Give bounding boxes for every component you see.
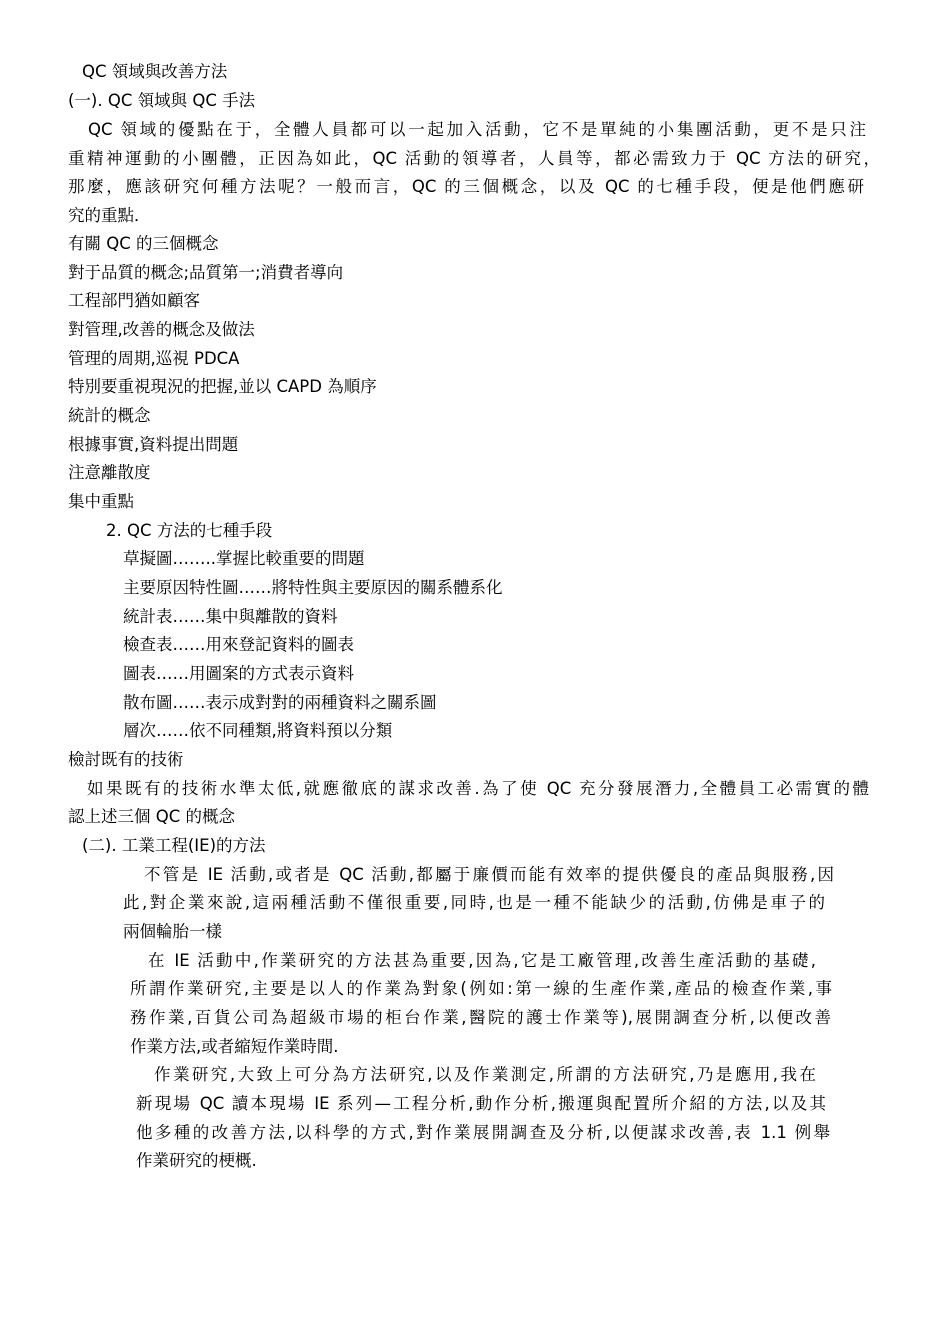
ie-paragraph-2-line: 務作業,百貨公司為超級市場的柜台作業,醫院的護士作業等),展開調查分析,以便改善 [130, 1008, 831, 1027]
tool-item: 散布圖……表示成對對的兩種資料之關系圖 [123, 693, 437, 712]
ie-paragraph-2-line: 所謂作業研究,主要是以人的作業為對象(例如:第一線的生產作業,產品的檢查作業,事 [130, 979, 832, 998]
intro-line: QC 領域的優點在于，全體人員都可以一起加入活動，它不是單純的小集團活動，更不是只注 [88, 120, 866, 139]
tool-item: 草擬圖……..掌握比較重要的問題 [123, 549, 365, 568]
intro-line: 重精神運動的小團體，正因為如此，QC 活動的領導者，人員等，都必需致力于 QC 方法的研究， [68, 149, 880, 168]
tool-item: 主要原因特性圖……將特性與主要原因的關系體系化 [123, 578, 503, 597]
concept-item: 工程部門猶如顧客 [68, 291, 200, 310]
section-1-title: (一). QC 領域與 QC 手法 [68, 91, 256, 110]
ie-paragraph-1-line: 此,對企業來說,這兩種活動不僅很重要,同時,也是一種不能缺少的活動,仿佛是車子的 [123, 893, 825, 912]
concept-item: 統計的概念 [68, 406, 151, 425]
concept-item: 注意離散度 [68, 463, 151, 482]
tool-item: 層次……依不同種類,將資料預以分類 [123, 721, 393, 740]
ie-paragraph-2-line: 作業方法,或者縮短作業時間. [130, 1037, 339, 1056]
ie-paragraph-1-line: 兩個輪胎一樣 [123, 922, 222, 941]
review-title: 檢討既有的技術 [68, 750, 184, 769]
tool-item: 圖表……用圖案的方式表示資料 [123, 664, 354, 683]
concepts-title: 有關 QC 的三個概念 [68, 234, 219, 253]
ie-paragraph-3-line: 作業研究的梗概. [136, 1151, 257, 1170]
concept-item: 對管理,改善的概念及做法 [68, 320, 255, 339]
concept-item: 對于品質的概念;品質第一;消費者導向 [68, 263, 344, 282]
tools-title: 2. QC 方法的七種手段 [106, 521, 273, 540]
ie-paragraph-3-line: 作業研究,大致上可分為方法研究,以及作業測定,所謂的方法研究,乃是應用,我在 [154, 1065, 816, 1084]
tool-item: 檢查表……用來登記資料的圖表 [123, 635, 354, 654]
ie-paragraph-3-line: 他多種的改善方法,以科學的方式,對作業展開調查及分析,以便謀求改善,表 1.1 例舉 [136, 1123, 830, 1142]
review-line: 認上述三個 QC 的概念 [68, 807, 235, 826]
concept-item: 特別要重視現況的把握,並以 CAPD 為順序 [68, 377, 377, 396]
ie-paragraph-1-line: 不管是 IE 活動,或者是 QC 活動,都屬于廉價而能有效率的提供優良的產品與服務,因 [144, 865, 834, 884]
section-2-title: (二). 工業工程(IE)的方法 [82, 836, 266, 855]
review-line: 如果既有的技術水準太低,就應徹底的謀求改善.為了使 QC 充分發展潛力,全體員工必需實的體 [87, 779, 869, 798]
ie-paragraph-3-line: 新現場 QC 讀本現場 IE 系列—工程分析,動作分析,搬運與配置所介紹的方法,以及其 [136, 1094, 826, 1113]
ie-paragraph-2-line: 在 IE 活動中,作業研究的方法甚為重要,因為,它是工廠管理,改善生產活動的基礎, [148, 951, 816, 970]
concept-item: 根據事實,資料提出問題 [68, 435, 239, 454]
concept-item: 集中重點 [68, 492, 134, 511]
intro-line: 究的重點． [68, 206, 151, 225]
intro-line: 那麼，應該研究何種方法呢？一般而言，QC 的三個概念，以及 QC 的七種手段，便是他們應研 [68, 177, 864, 196]
tool-item: 統計表……集中與離散的資料 [123, 607, 338, 626]
document-heading: QC 領域與改善方法 [82, 62, 228, 81]
concept-item: 管理的周期,巡視 PDCA [68, 349, 240, 368]
